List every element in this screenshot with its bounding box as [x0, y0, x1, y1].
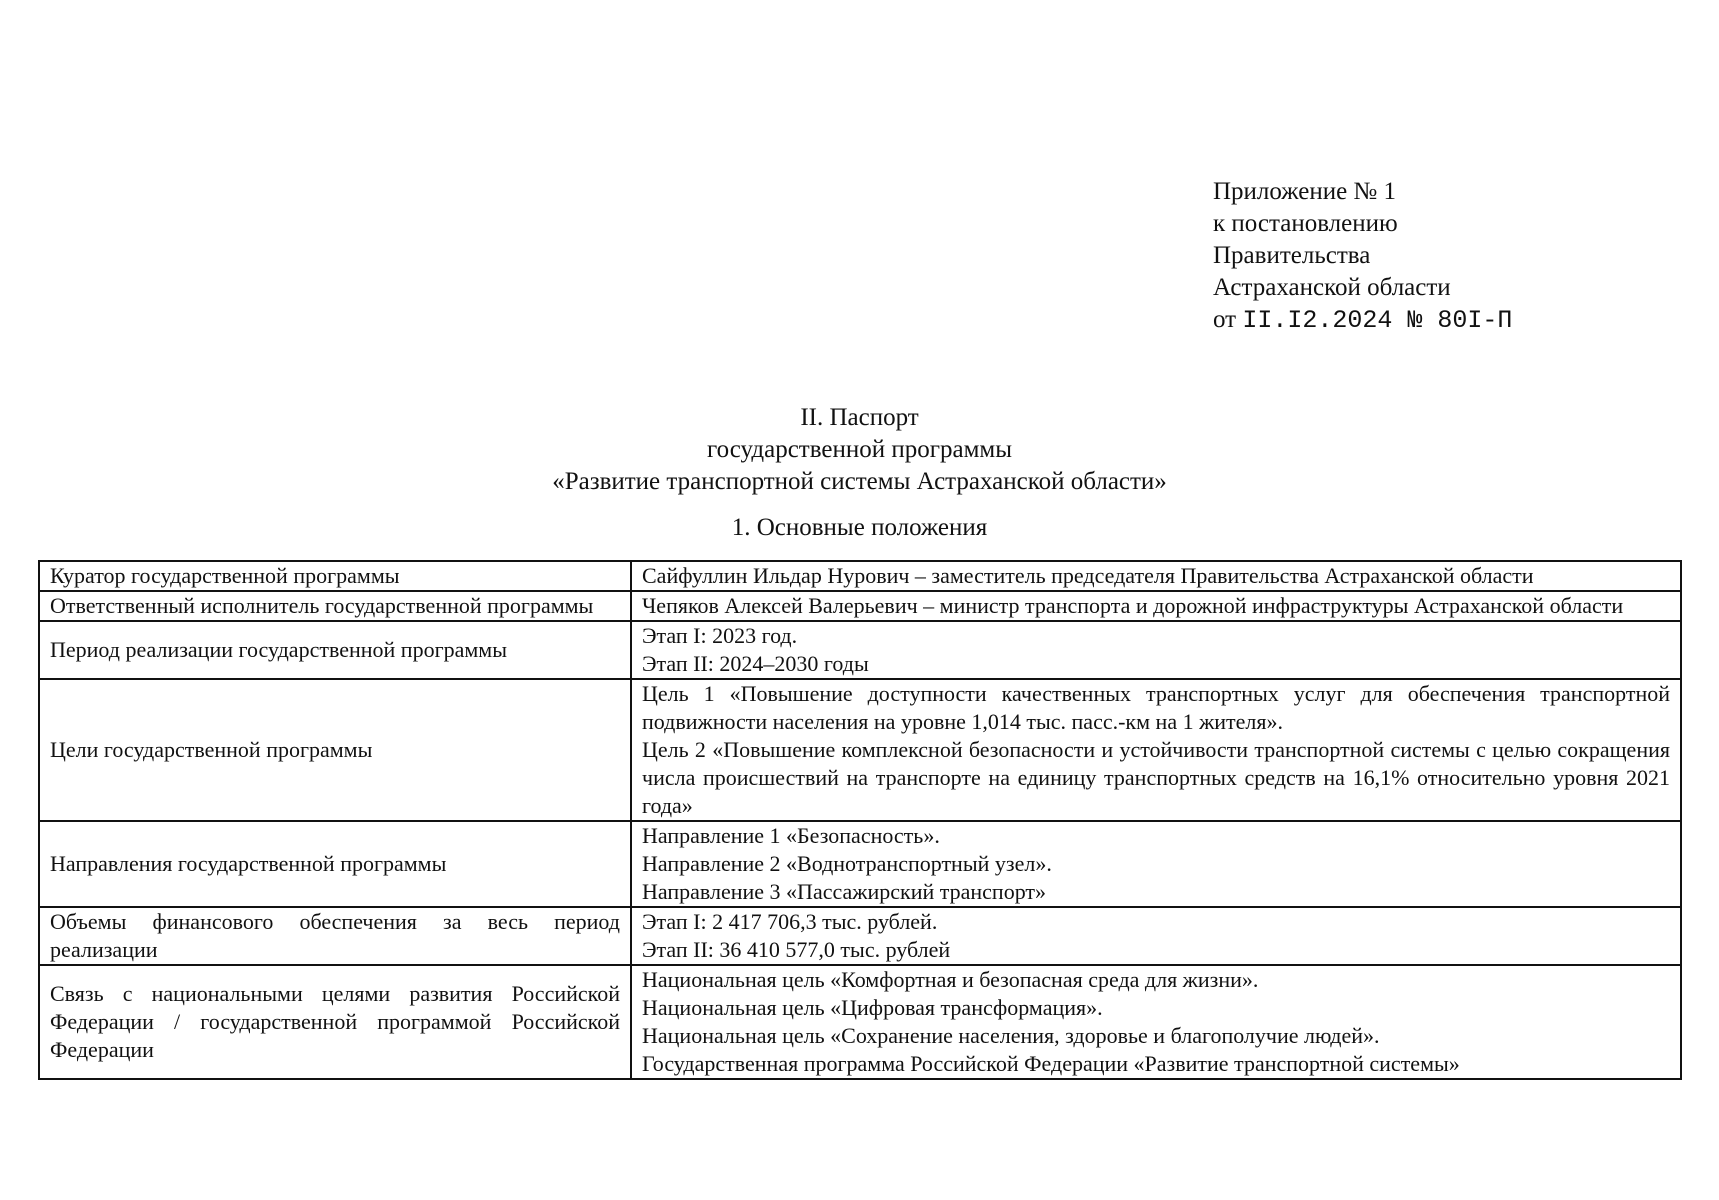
value-line: Этап I: 2023 год.	[642, 623, 798, 648]
annex-date-prefix: от	[1213, 306, 1237, 333]
row-value	[631, 965, 1681, 1079]
table-row	[39, 965, 1681, 1079]
value-line: Направление 3 «Пассажирский транспорт»	[642, 879, 1047, 904]
passport-table	[38, 560, 1682, 1080]
table-row	[39, 561, 1681, 591]
table-row	[39, 621, 1681, 679]
row-value	[631, 907, 1681, 965]
row-value	[631, 821, 1681, 907]
table-row	[39, 591, 1681, 621]
value-line: Чепяков Алексей Валерьевич – министр транспорта и дорожной инфраструктуры Астраханской области	[642, 593, 1624, 618]
value-line: Национальная цель «Комфортная и безопасная среда для жизни».	[642, 967, 1259, 992]
value-line: Национальная цель «Сохранение населения, здоровье и благополучие людей».	[642, 1023, 1380, 1048]
value-line: Национальная цель «Цифровая трансформация».	[642, 995, 1103, 1020]
value-line: Этап I: 2 417 706,3 тыс. рублей.	[642, 909, 938, 934]
row-value	[631, 591, 1681, 621]
table-row	[39, 821, 1681, 907]
row-label: Ответственный исполнитель государственной программы	[39, 591, 631, 621]
table-row	[39, 679, 1681, 821]
row-label: Куратор государственной программы	[39, 561, 631, 591]
value-line: Государственная программа Российской Федерации «Развитие транспортной системы»	[642, 1051, 1460, 1076]
annex-line-1: Приложение № 1	[1213, 178, 1397, 205]
heading-line-3: «Развитие транспортной системы Астраханской области»	[552, 468, 1167, 495]
table-row	[39, 907, 1681, 965]
annex-date-number: II.I2.2024 № 80I-П	[1242, 306, 1513, 335]
value-line: Направление 1 «Безопасность».	[642, 823, 940, 848]
row-value	[631, 561, 1681, 591]
heading-line-2: государственной программы	[706, 436, 1013, 463]
value-line: Сайфуллин Ильдар Нурович – заместитель председателя Правительства Астраханской области	[642, 563, 1534, 588]
annex-block	[1213, 176, 1512, 337]
row-label: Связь с национальными целями развития Российской Федерации / государственной программой Российской Федерации	[39, 965, 631, 1079]
value-line: Направление 2 «Воднотранспортный узел».	[642, 851, 1052, 876]
row-label: Объемы финансового обеспечения за весь период реализации	[39, 907, 631, 965]
annex-line-4: Астраханской области	[1213, 274, 1451, 301]
row-value	[631, 621, 1681, 679]
annex-line-3: Правительства	[1213, 242, 1371, 269]
heading-line-1: II. Паспорт	[800, 404, 919, 431]
annex-line-2: к постановлению	[1213, 210, 1398, 237]
section-title: 1. Основные положения	[731, 514, 988, 541]
row-label: Период реализации государственной программы	[39, 621, 631, 679]
row-value	[631, 679, 1681, 821]
annex-date-line	[1213, 304, 1512, 337]
row-label: Направления государственной программы	[39, 821, 631, 907]
value-line: Этап II: 36 410 577,0 тыс. рублей	[642, 937, 951, 962]
row-label: Цели государственной программы	[39, 679, 631, 821]
value-line: Цель 2 «Повышение комплексной безопасности и устойчивости транспортной системы с целью сокращения числа происшествий на транспорте на единицу транспортных средств на 16,1% относительно уровня 2021 года»	[642, 737, 1670, 818]
document-heading	[0, 402, 1719, 498]
value-line: Этап II: 2024–2030 годы	[642, 651, 869, 676]
value-line: Цель 1 «Повышение доступности качественных транспортных услуг для обеспечения транспортной подвижности населения на уровне 1,014 тыс. пасс.-км на 1 жителя».	[642, 681, 1670, 734]
